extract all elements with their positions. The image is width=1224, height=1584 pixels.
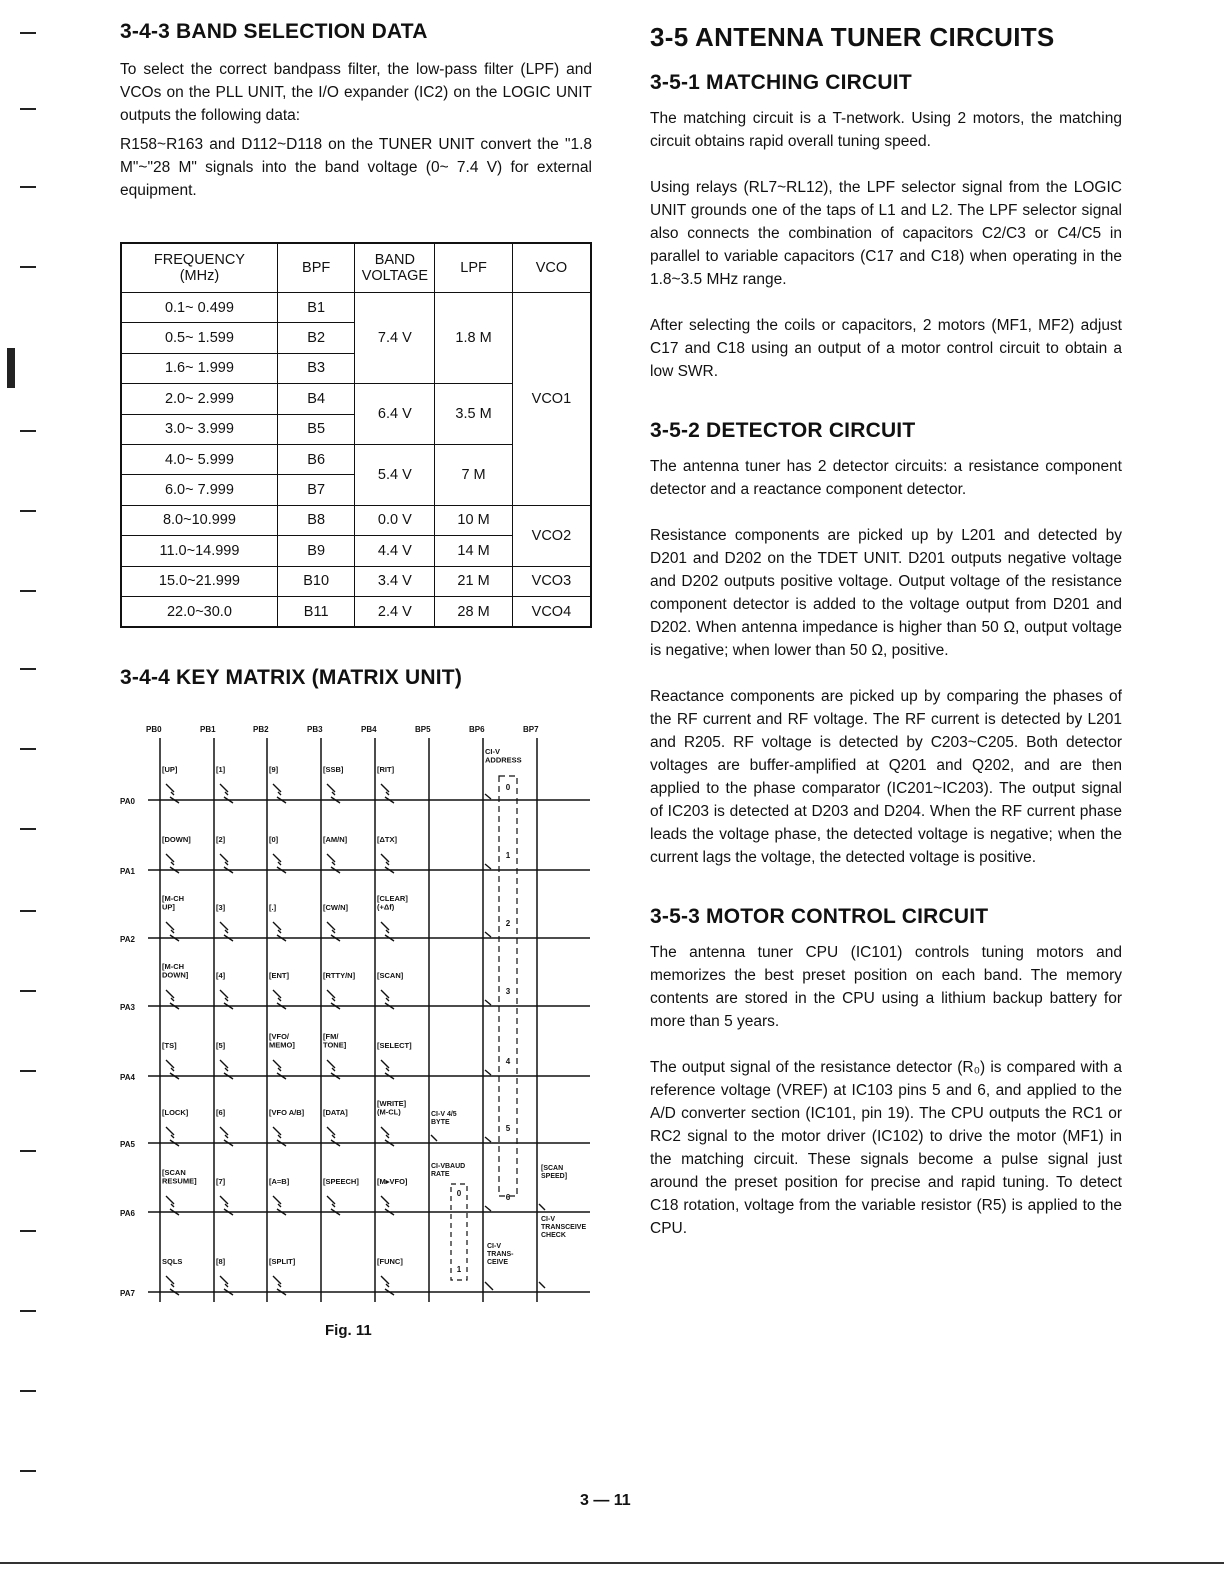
- key-label: [9]: [269, 765, 279, 774]
- motor-para-2: The output signal of the resistance detector (R₀) is compared with a reference voltage (VREF) at IC103 pins 5 and 6, and applied to the A/D converter section (IC101, pin 19). The CPU outputs the RC1 or RC2 signal to the motor driver (IC102) to drive the motor (MF1) in the matching circuit. These signals become a pulse signal just around the preset position for precise and rapid tuning. To detect C18 rotation, voltage from the variable resistor (R5) is applied to the CPU.: [650, 1059, 1122, 1237]
- transceive-check-label: CHECK: [541, 1232, 566, 1239]
- table-row: [121, 596, 591, 627]
- baud-label: RATE: [431, 1171, 450, 1178]
- key-label: [SPEECH]: [323, 1177, 359, 1186]
- key-label: SQLS: [162, 1257, 183, 1266]
- voltage-cell: 2.4 V: [355, 596, 435, 627]
- band-selection-heading: 3-4-3 BAND SELECTION DATA: [120, 20, 428, 43]
- key-label: [VFO A/B]: [269, 1108, 305, 1117]
- detector-para-3: Reactance components are picked up by comparing the phases of the RF current and RF voltage. The RF current is detected by L201 and R205. RF voltage is detected by C203~C205. Both detector voltages are buffer-amplified at Q201 and Q202, and are then applied to the phase comparator (IC201~IC203). The output signal of IC203 is detected at D203 and D204. When the RF current phase leads the voltage phase, the detected voltage is negative; when the current lags the voltage, the detected voltage is positive.: [650, 688, 1122, 866]
- pb-label: PB1: [200, 725, 216, 734]
- detector-para-2: Resistance components are picked up by L201 and detected by D201 and D202 on the TDET UNIT. D201 outputs negative voltage and D202 outputs positive voltage. Output voltage of the resistance component detector is added to the voltage output from D201 and D202. When antenna impedance is higher than 50 Ω, output voltage is negative; when lower than 50 Ω, positive.: [650, 527, 1122, 659]
- civ-address-label: CI-V: [485, 747, 500, 756]
- key-label: DOWN]: [162, 970, 189, 980]
- key-label: [AM/N]: [323, 835, 348, 844]
- matching-para-3: After selecting the coils or capacitors, 2 motors (MF1, MF2) adjust C17 and C18 using an output of a motor control circuit to obtain a low SWR.: [650, 317, 1122, 380]
- key-label: [FM/: [323, 1032, 339, 1041]
- voltage-cell: 4.4 V: [355, 536, 435, 566]
- key-label: [SCAN]: [377, 971, 404, 980]
- vco-cell: VCO4: [512, 596, 591, 627]
- freq-cell: 4.0~ 5.999: [121, 444, 277, 474]
- lpf-cell: 14 M: [435, 536, 513, 566]
- civ-switch: [485, 1206, 491, 1211]
- table-row: [121, 505, 591, 535]
- scan-speed-label: [SCAN: [541, 1165, 564, 1172]
- lpf-cell: 7 M: [435, 444, 513, 505]
- freq-cell: 0.1~ 0.499: [121, 293, 277, 323]
- vco-cell: VCO1: [512, 293, 591, 506]
- header-vco: VCO: [512, 243, 591, 293]
- freq-cell: 8.0~10.999: [121, 505, 277, 535]
- key-label: [.]: [269, 903, 277, 912]
- pa-label: PA4: [120, 1073, 135, 1082]
- key-label: [ΔTX]: [377, 835, 397, 844]
- freq-cell: 0.5~ 1.599: [121, 323, 277, 353]
- key-label: [SPLIT]: [269, 1257, 296, 1266]
- dip-bit: 6: [505, 1193, 511, 1202]
- civ-address-label: ADDRESS: [485, 755, 522, 765]
- dip-bit: 4: [505, 1057, 511, 1066]
- header-band-voltage: BAND VOLTAGE: [355, 243, 435, 293]
- left-column: [120, 20, 592, 690]
- civ-address-dip: [499, 776, 517, 1196]
- freq-cell: 6.0~ 7.999: [121, 475, 277, 505]
- transceive-check-label: TRANSCEIVE: [541, 1224, 587, 1231]
- antenna-tuner-title: 3-5 ANTENNA TUNER CIRCUITS: [650, 22, 1055, 52]
- key-label: (M-CL): [377, 1107, 401, 1117]
- dip-bit: 0: [505, 783, 511, 792]
- key-label: [2]: [216, 835, 226, 844]
- band-selection-table: [120, 242, 592, 628]
- pb-label: BP6: [469, 725, 485, 734]
- page-number: 3 — 11: [580, 1492, 631, 1509]
- civ-switch: [485, 1137, 491, 1142]
- voltage-cell: 7.4 V: [355, 293, 435, 384]
- bpf-cell: B6: [277, 444, 355, 474]
- voltage-cell: 3.4 V: [355, 566, 435, 596]
- key-label: [RIT]: [377, 765, 395, 774]
- key-label: [CW/N]: [323, 903, 348, 912]
- key-label: [LOCK]: [162, 1108, 189, 1117]
- dip-bit: 1: [505, 851, 511, 860]
- key-label: [TS]: [162, 1041, 177, 1050]
- freq-cell: 1.6~ 1.999: [121, 353, 277, 383]
- key-matrix-heading: 3-4-4 KEY MATRIX (MATRIX UNIT): [120, 666, 463, 690]
- bpf-cell: B4: [277, 384, 355, 414]
- civ-switch: [485, 864, 491, 869]
- pa-label: PA7: [120, 1289, 135, 1298]
- key-label: [WRITE]: [377, 1099, 407, 1108]
- pb-label: PB3: [307, 725, 323, 734]
- band-selection-para-1: To select the correct bandpass filter, the low-pass filter (LPF) and VCOs on the PLL UNIT, the I/O expander (IC2) on the LOGIC UNIT outputs the following data:: [120, 61, 592, 124]
- baud-label: CI-VBAUD: [431, 1163, 466, 1170]
- voltage-cell: 5.4 V: [355, 444, 435, 505]
- key-label: [DATA]: [323, 1108, 348, 1117]
- civ-switch: [485, 932, 491, 937]
- bpf-cell: B5: [277, 414, 355, 444]
- key-label: [M-CH: [162, 962, 185, 971]
- dip-bit: 2: [505, 919, 511, 928]
- scan-speed-label: SPEED]: [541, 1173, 568, 1180]
- pa-label: PA1: [120, 867, 135, 876]
- dip-bit: 0: [456, 1189, 462, 1198]
- transceive-switch: [485, 1282, 493, 1290]
- matching-para-2: Using relays (RL7~RL12), the LPF selector signal from the LOGIC UNIT grounds one of the taps of L1 and L2. The LPF selector signal also connects the combination of capacitors C2/C3 or C4/C5 in parallel to variable capacitors (C17 and C18) when operating in the 1.8~3.5 MHz range.: [650, 179, 1122, 288]
- freq-cell: 11.0~14.999: [121, 536, 277, 566]
- pa-label: PA6: [120, 1209, 135, 1218]
- header-bpf: BPF: [277, 243, 355, 293]
- scan-speed-switch: [539, 1204, 545, 1210]
- lpf-cell: 28 M: [435, 596, 513, 627]
- transceive-label: TRANS-: [487, 1251, 514, 1258]
- key-label: [CLEAR]: [377, 894, 408, 903]
- key-label: [SCAN: [162, 1168, 186, 1177]
- pb-label: PB0: [146, 725, 162, 734]
- vco-cell: VCO2: [512, 505, 591, 566]
- pa-label: PA2: [120, 935, 135, 944]
- voltage-cell: 6.4 V: [355, 384, 435, 445]
- key-label: [RTTY/N]: [323, 971, 356, 980]
- voltage-cell: 0.0 V: [355, 505, 435, 535]
- key-label: [SSB]: [323, 765, 344, 774]
- table-header-row: [121, 243, 591, 293]
- key-label: [M▸VFO]: [377, 1177, 408, 1186]
- band-selection-para-2: R158~R163 and D112~D118 on the TUNER UNIT convert the "1.8 M"~"28 M" signals into the band voltage (0~ 7.4 V) for external equipment.: [120, 136, 592, 199]
- lpf-cell: 3.5 M: [435, 384, 513, 445]
- key-label: [6]: [216, 1108, 226, 1117]
- civ-switch: [485, 794, 491, 799]
- key-label: [1]: [216, 765, 226, 774]
- vco-cell: VCO3: [512, 566, 591, 596]
- matching-para-1: The matching circuit is a T-network. Using 2 motors, the matching circuit obtains rapid overall tuning speed.: [650, 110, 1122, 150]
- freq-cell: 15.0~21.999: [121, 566, 277, 596]
- dip-bit: 3: [505, 987, 511, 996]
- matching-circuit-heading: 3-5-1 MATCHING CIRCUIT: [650, 71, 912, 94]
- key-matrix-diagram: [100, 718, 620, 1318]
- civ45-switch: [431, 1135, 437, 1141]
- civ-switch: [485, 1070, 491, 1075]
- freq-cell: 22.0~30.0: [121, 596, 277, 627]
- freq-cell: 3.0~ 3.999: [121, 414, 277, 444]
- bpf-cell: B9: [277, 536, 355, 566]
- key-label: [FUNC]: [377, 1257, 403, 1266]
- motor-para-1: The antenna tuner CPU (IC101) controls tuning motors and memorizes the best preset position on each band. The memory contents are stored in the CPU using a lithium backup battery for more than 5 years.: [650, 944, 1122, 1030]
- key-label: [A=B]: [269, 1177, 290, 1186]
- pb-label: BP7: [523, 725, 539, 734]
- key-label: (+Δf): [377, 902, 395, 912]
- lpf-cell: 21 M: [435, 566, 513, 596]
- dip-bit: 1: [456, 1265, 462, 1274]
- page-bottom-rule: [0, 1562, 1224, 1564]
- key-label: [VFO/: [269, 1032, 289, 1041]
- key-label: [3]: [216, 903, 226, 912]
- key-label: TONE]: [323, 1040, 347, 1050]
- civ-switch: [485, 1000, 491, 1005]
- pb-label: PB2: [253, 725, 269, 734]
- bpf-cell: B10: [277, 566, 355, 596]
- key-label: [DOWN]: [162, 835, 191, 844]
- freq-cell: 2.0~ 2.999: [121, 384, 277, 414]
- key-label: [7]: [216, 1177, 226, 1186]
- bpf-cell: B7: [277, 475, 355, 505]
- pa-label: PA3: [120, 1003, 135, 1012]
- key-label: [8]: [216, 1257, 226, 1266]
- bpf-cell: B11: [277, 596, 355, 627]
- dip-bit: 5: [505, 1124, 511, 1133]
- key-label: UP]: [162, 902, 175, 912]
- civ45-label: CI-V 4/5: [431, 1111, 457, 1118]
- transceive-check-label: CI-V: [541, 1216, 555, 1223]
- transceive-label: CI-V: [487, 1243, 501, 1250]
- transceive-label: CEIVE: [487, 1259, 509, 1266]
- key-label: [M-CH: [162, 894, 185, 903]
- bpf-cell: B2: [277, 323, 355, 353]
- key-label: [4]: [216, 971, 226, 980]
- key-label: MEMO]: [269, 1040, 295, 1050]
- lpf-cell: 1.8 M: [435, 293, 513, 384]
- pa-label: PA0: [120, 797, 135, 806]
- pb-label: PB4: [361, 725, 377, 734]
- transceive-check-switch: [539, 1282, 545, 1288]
- key-label: [SELECT]: [377, 1041, 412, 1050]
- bpf-cell: B1: [277, 293, 355, 323]
- bpf-cell: B3: [277, 353, 355, 383]
- table-row: [121, 566, 591, 596]
- key-label: RESUME]: [162, 1176, 197, 1186]
- header-lpf: LPF: [435, 243, 513, 293]
- motor-control-heading: 3-5-3 MOTOR CONTROL CIRCUIT: [650, 905, 989, 928]
- right-column: [650, 20, 1122, 1240]
- figure-caption: Fig. 11: [325, 1322, 372, 1339]
- key-label: [ENT]: [269, 971, 289, 980]
- pb-label: BP5: [415, 725, 431, 734]
- lpf-cell: 10 M: [435, 505, 513, 535]
- detector-circuit-heading: 3-5-2 DETECTOR CIRCUIT: [650, 419, 916, 442]
- header-frequency: FREQUENCY (MHz): [121, 243, 277, 293]
- key-label: [UP]: [162, 765, 178, 774]
- key-label: [5]: [216, 1041, 226, 1050]
- detector-para-1: The antenna tuner has 2 detector circuits: a resistance component detector and a reactance component detector.: [650, 458, 1122, 498]
- table-row: [121, 293, 591, 323]
- civ45-label: BYTE: [431, 1119, 450, 1126]
- bpf-cell: B8: [277, 505, 355, 535]
- key-label: [0]: [269, 835, 279, 844]
- pa-label: PA5: [120, 1140, 135, 1149]
